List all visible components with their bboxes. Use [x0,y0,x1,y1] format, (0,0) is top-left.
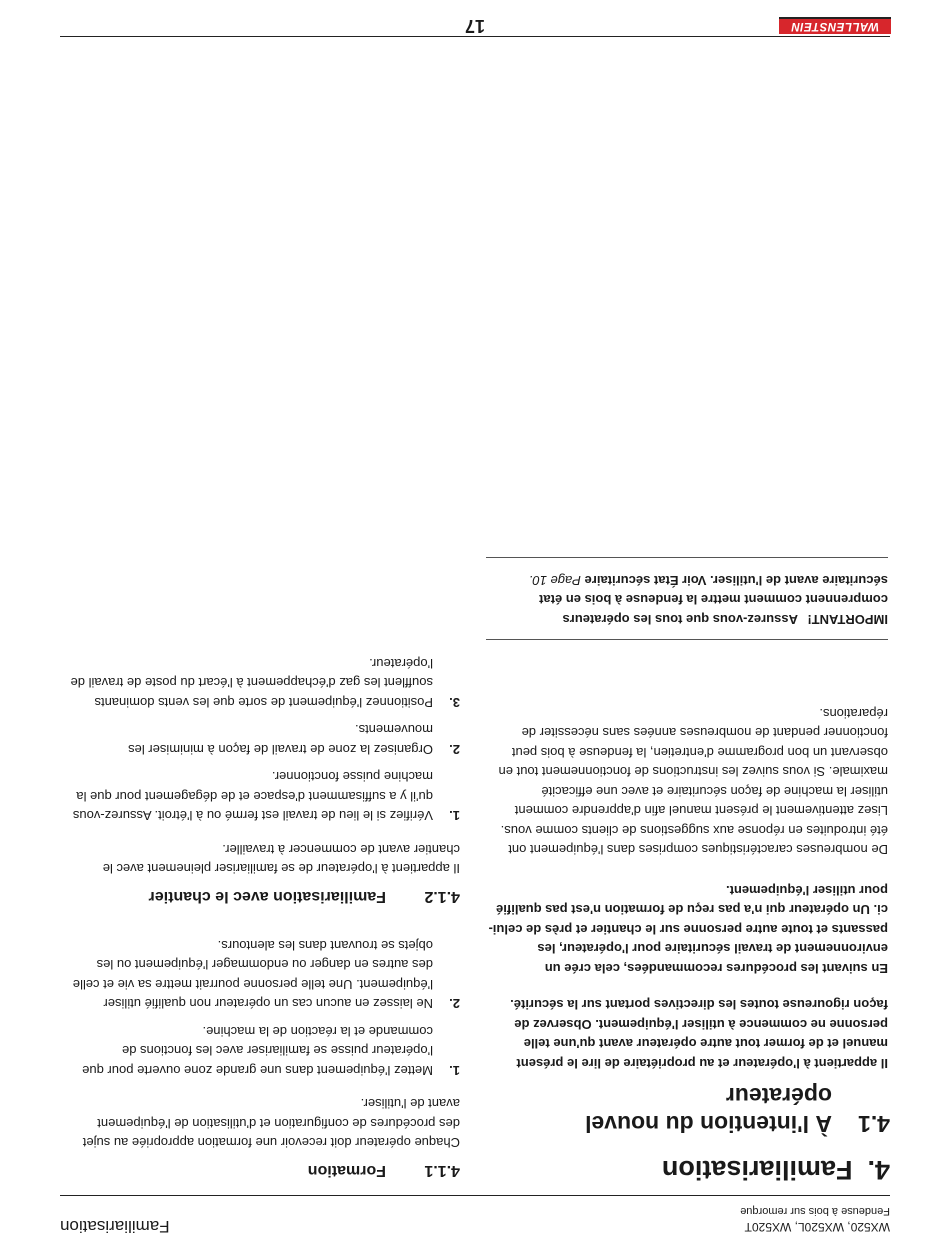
section-412-intro: Il appartient à l'opérateur de se familiariser pleinement avec le chantier avant de commencer à travailler. [102,842,460,877]
header-section-title: Familiarisation [60,1217,170,1236]
section-412-title: Familiarisation avec le chantier [148,888,386,905]
list-item-text: Organisez la zone de travail de façon à minimiser les mouvements. [128,722,433,757]
chapter-title: Familiarisation [661,1155,853,1185]
list-item-text: Vérifiez si le lieu de travail est fermé ou à l'étroit. Assurez-vous qu'il y a suffisamment d'espace et de dégagement pour que la machine puisse fonctionner. [72,769,433,824]
list-item [62,1022,460,1081]
header-models: WX520, WX520L, WX520T [744,1220,890,1234]
list-item-number: 2. [449,742,460,757]
important-ref: Voir État sécuritaire [584,573,707,588]
section-412 [62,646,460,907]
section-411-intro: Chaque opérateur doit recevoir une formation appropriée au sujet des procédures de configuration et d'utilisation de l'équipement avant de l'utiliser. [82,1096,460,1151]
list-item-number: 3. [449,695,460,710]
list-item-text: Ne laissez en aucun cas un opérateur non qualifié utiliser l'équipement. Une telle personne pourrait mettre sa vie et celle des autres en danger ou endommager l'équipement ou les objets se trouvant dans les alentours. [72,938,433,1012]
important-text: Assurez-vous que tous les opérateurs comprennent comment mettre la fendeuse à bois en état sécuritaire avant de l'utiliser. [539,573,888,627]
section-411-title: Formation [307,1162,386,1179]
section-412-number: 4.1.2 [424,888,460,905]
section-41-heading [490,1082,890,1138]
important-notice [486,558,888,641]
procedures-paragraph: En suivant les procédures recommandées, cela crée un environnement de travail sécuritaire pour l'opérateur, les passants et toute autre personne sur le chantier et près de celui-ci. Un opérateur qui n'a pas reçu de formation n'est pas qualifié pour utiliser l'équipement. [488,883,888,976]
header-rule [60,1195,890,1196]
list-item-number: 1. [449,1063,460,1078]
section-411 [62,928,460,1181]
section-411-number: 4.1.1 [424,1162,460,1179]
section-41-title: À l'intention du nouvel opérateur [585,1083,832,1137]
list-item [62,936,460,1014]
section-411-heading [62,1161,460,1181]
list-item-text: Mettez l'équipement dans une grande zone ouverte pour que l'opérateur puisse se familiariser avec les fonctions de commande et la réaction de la machine. [82,1024,433,1078]
intro-paragraph: Il appartient à l'opérateur et au propriétaire de lire le présent manuel et de former tout autre opérateur avant qu'une telle personne ne commence à utiliser l'équipement. Observez de façon rigoureuse toutes les directives portant sur la sécurité. [510,997,888,1071]
footer-rule [60,36,890,37]
chapter-heading [662,1154,890,1185]
section-41-body [488,687,888,1074]
important-page-ref: Page 10. [528,573,581,588]
section-41-number: 4.1 [858,1111,890,1137]
features-paragraph: De nombreuses caractéristiques comprises dans l'équipement ont été introduites en réponse aux suggestions de clients comme vous. Lisez attentivement le présent manuel afin d'apprendre comment utiliser la machine de façon sécuritaire et avec une efficacité maximale. Si vous suivez les instructions de fonctionnement tout en observant un bon programme d'entretien, la fendeuse à bois peut fonctionner pendant de nombreuses années sans nécessiter de réparations. [498,706,888,858]
list-item [62,767,460,826]
section-412-heading [62,887,460,907]
list-item-number: 2. [449,996,460,1012]
list-item-text: Positionnez l'équipement de sorte que les vents dominants soufflent les gaz d'échappement à l'écart du poste de travail de l'opérateur. [70,656,433,710]
brand-logo: WALLENSTEIN [779,17,891,34]
section-412-list [62,654,460,826]
list-item-number: 1. [449,808,460,824]
list-item [62,654,460,713]
page-number: 17 [464,16,486,36]
header-subtitle: Fendeuse à bois sur remorque [740,1205,890,1217]
chapter-number: 4. [867,1155,890,1185]
list-item [62,720,460,759]
section-411-list [62,936,460,1081]
important-label: IMPORTANT! [807,612,888,627]
